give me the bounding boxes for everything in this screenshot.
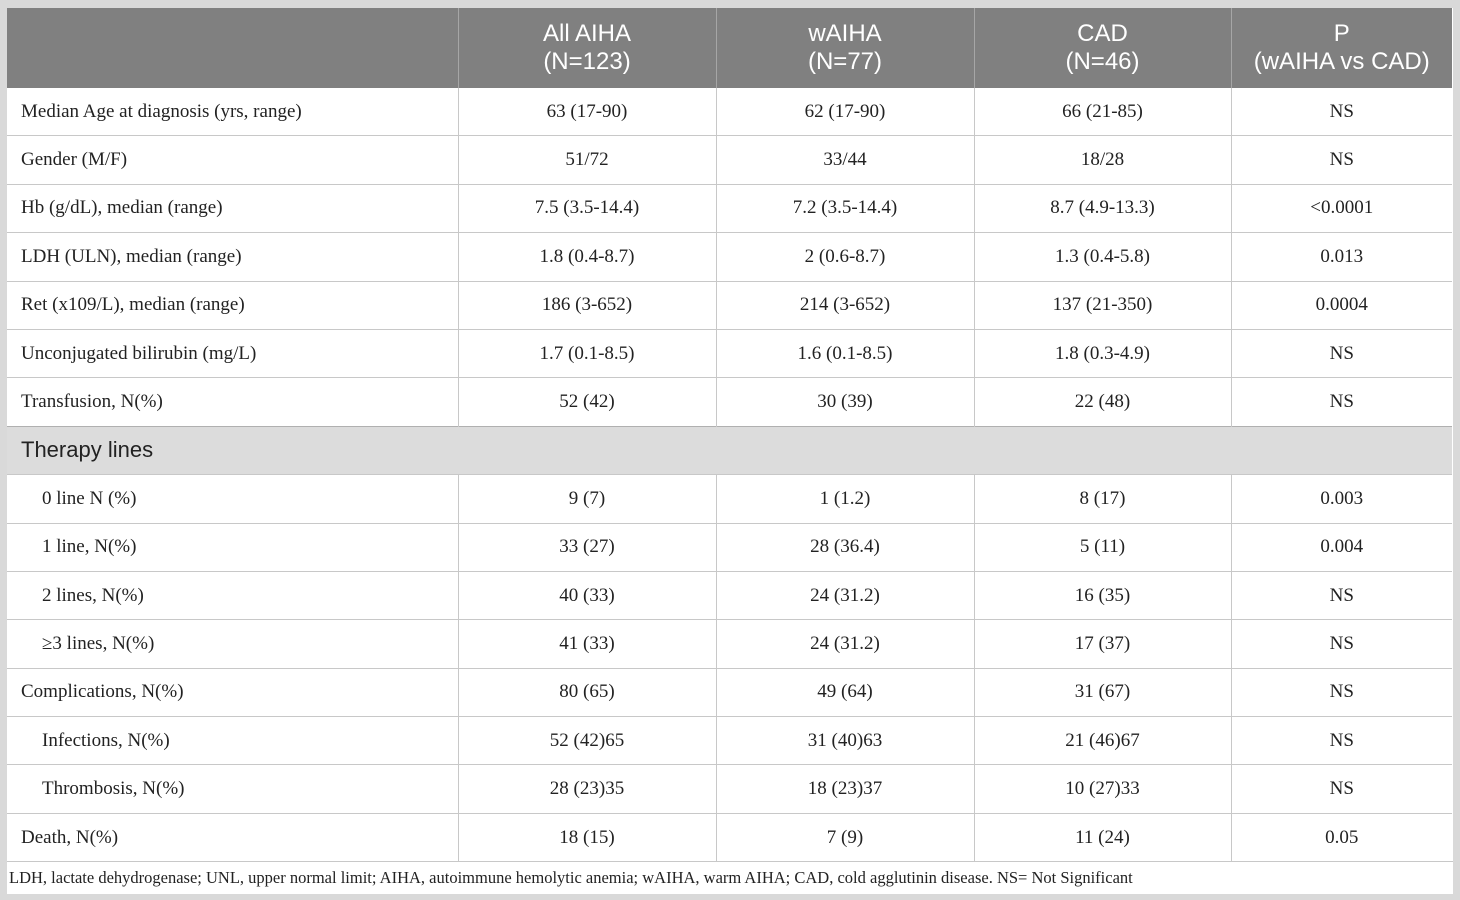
cell-all-aiha: 1.8 (0.4-8.7) [458,233,716,281]
table-row [7,136,1452,184]
cell-label: Transfusion, N(%) [7,378,458,426]
cell-all-aiha: 186 (3-652) [458,281,716,329]
table-row [7,717,1452,765]
cell-label: LDH (ULN), median (range) [7,233,458,281]
cell-p-value: 0.004 [1231,523,1452,571]
cell-p-value: NS [1231,571,1452,619]
table-body [7,88,1452,861]
table-row [7,620,1452,668]
cell-all-aiha: 40 (33) [458,571,716,619]
cell-cad: 10 (27)33 [974,765,1231,813]
clinical-characteristics-table [7,8,1452,861]
cell-p-value: NS [1231,717,1452,765]
cell-cad: 11 (24) [974,813,1231,861]
cell-all-aiha: 33 (27) [458,523,716,571]
cell-all-aiha: 52 (42) [458,378,716,426]
table-footnote: LDH, lactate dehydrogenase; UNL, upper normal limit; AIHA, autoimmune hemolytic anemia; wAIHA, warm AIHA; CAD, cold agglutinin disease. NS= Not Significant [7,861,1453,894]
cell-all-aiha: 51/72 [458,136,716,184]
section-row [7,426,1452,474]
cell-waiha: 2 (0.6-8.7) [716,233,974,281]
section-label: Therapy lines [7,426,1452,474]
cell-label: 0 line N (%) [7,475,458,523]
cell-p-value: 0.013 [1231,233,1452,281]
table-row [7,184,1452,232]
table-header [7,8,1452,88]
table-row [7,329,1452,377]
cell-p-value: 0.003 [1231,475,1452,523]
cell-label: Infections, N(%) [7,717,458,765]
header-cell-waiha: wAIHA (N=77) [716,8,974,88]
cell-all-aiha: 41 (33) [458,620,716,668]
cell-p-value: NS [1231,329,1452,377]
table-row [7,571,1452,619]
cell-cad: 1.8 (0.3-4.9) [974,329,1231,377]
cell-waiha: 18 (23)37 [716,765,974,813]
table-row [7,765,1452,813]
data-table-container [7,8,1453,894]
cell-waiha: 214 (3-652) [716,281,974,329]
cell-label: Median Age at diagnosis (yrs, range) [7,88,458,136]
cell-cad: 66 (21-85) [974,88,1231,136]
cell-all-aiha: 63 (17-90) [458,88,716,136]
header-cell-p-value: P (wAIHA vs CAD) [1231,8,1452,88]
cell-waiha: 31 (40)63 [716,717,974,765]
table-row [7,281,1452,329]
cell-cad: 16 (35) [974,571,1231,619]
cell-waiha: 49 (64) [716,668,974,716]
cell-cad: 5 (11) [974,523,1231,571]
cell-p-value: <0.0001 [1231,184,1452,232]
cell-cad: 8.7 (4.9-13.3) [974,184,1231,232]
cell-waiha: 24 (31.2) [716,620,974,668]
cell-label: Complications, N(%) [7,668,458,716]
cell-p-value: 0.0004 [1231,281,1452,329]
cell-label: ≥3 lines, N(%) [7,620,458,668]
cell-p-value: NS [1231,620,1452,668]
cell-cad: 17 (37) [974,620,1231,668]
table-row [7,475,1452,523]
cell-waiha: 33/44 [716,136,974,184]
cell-all-aiha: 7.5 (3.5-14.4) [458,184,716,232]
table-row [7,523,1452,571]
cell-all-aiha: 28 (23)35 [458,765,716,813]
table-row [7,813,1452,861]
cell-all-aiha: 52 (42)65 [458,717,716,765]
cell-waiha: 30 (39) [716,378,974,426]
cell-p-value: NS [1231,136,1452,184]
table-row [7,233,1452,281]
cell-waiha: 62 (17-90) [716,88,974,136]
cell-waiha: 28 (36.4) [716,523,974,571]
cell-cad: 1.3 (0.4-5.8) [974,233,1231,281]
cell-cad: 31 (67) [974,668,1231,716]
cell-label: Hb (g/dL), median (range) [7,184,458,232]
table-row [7,668,1452,716]
cell-cad: 137 (21-350) [974,281,1231,329]
cell-label: 2 lines, N(%) [7,571,458,619]
cell-p-value: NS [1231,765,1452,813]
header-row [7,8,1452,88]
cell-all-aiha: 1.7 (0.1-8.5) [458,329,716,377]
table-row [7,378,1452,426]
cell-label: Death, N(%) [7,813,458,861]
cell-cad: 21 (46)67 [974,717,1231,765]
table-row [7,88,1452,136]
cell-label: 1 line, N(%) [7,523,458,571]
cell-all-aiha: 9 (7) [458,475,716,523]
cell-p-value: NS [1231,668,1452,716]
cell-cad: 18/28 [974,136,1231,184]
cell-waiha: 7 (9) [716,813,974,861]
header-cell-label [7,8,458,88]
cell-label: Gender (M/F) [7,136,458,184]
cell-label: Ret (x109/L), median (range) [7,281,458,329]
cell-all-aiha: 80 (65) [458,668,716,716]
cell-waiha: 1.6 (0.1-8.5) [716,329,974,377]
cell-label: Thrombosis, N(%) [7,765,458,813]
cell-waiha: 24 (31.2) [716,571,974,619]
cell-p-value: NS [1329,100,1354,122]
cell-all-aiha: 18 (15) [458,813,716,861]
cell-p-value: 0.05 [1231,813,1452,861]
cell-waiha: 7.2 (3.5-14.4) [716,184,974,232]
cell-waiha: 1 (1.2) [716,475,974,523]
cell-label: Unconjugated bilirubin (mg/L) [7,329,458,377]
cell-cad: 8 (17) [974,475,1231,523]
cell-cad: 22 (48) [974,378,1231,426]
cell-p-value: NS [1231,378,1452,426]
header-cell-all-aiha: All AIHA (N=123) [458,8,716,88]
header-cell-cad: CAD (N=46) [974,8,1231,88]
